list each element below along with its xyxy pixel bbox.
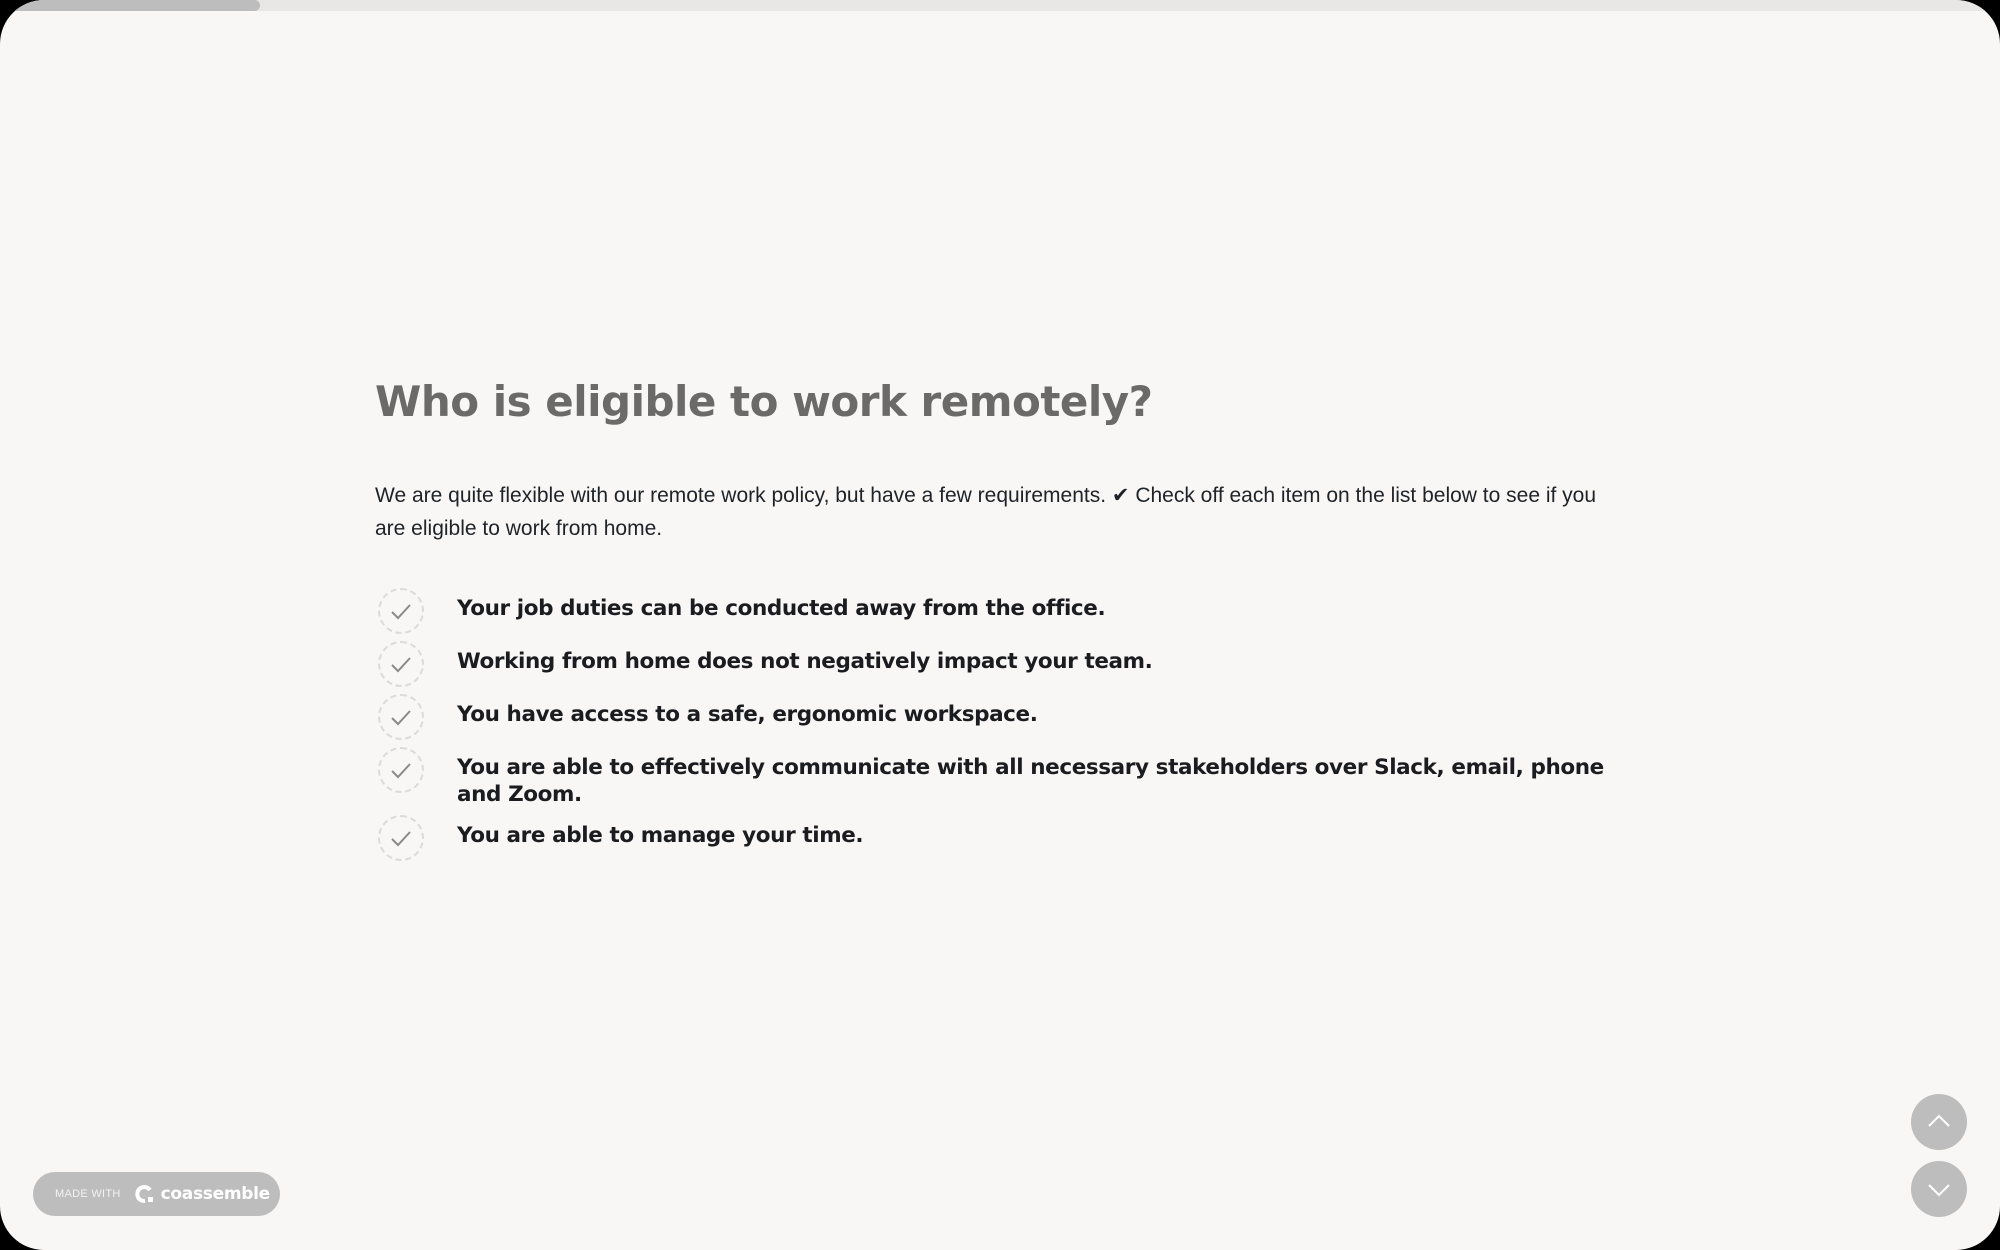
brand-name: coassemble — [160, 1184, 270, 1204]
next-section-button[interactable] — [1911, 1161, 1967, 1217]
checkmark-icon — [389, 705, 413, 729]
chevron-down-icon — [1925, 1175, 1953, 1203]
checklist-item[interactable] — [375, 815, 1605, 861]
checklist-item[interactable] — [375, 641, 1605, 687]
checkbox-circle[interactable] — [378, 815, 424, 861]
intro-text: We are quite flexible with our remote work policy, but have a few requirements. ✔ Check off each item on the list below to see if you are eligible to work from home. — [375, 484, 1597, 540]
checkmark-icon — [389, 758, 413, 782]
chevron-up-icon — [1925, 1108, 1953, 1136]
page-title: Who is eligible to work remotely? — [375, 377, 1153, 426]
made-with-coassemble-badge[interactable] — [33, 1172, 280, 1216]
checklist-item[interactable] — [375, 747, 1605, 808]
checklist-item[interactable] — [375, 694, 1605, 740]
checklist-item[interactable] — [375, 588, 1605, 634]
eligibility-checklist — [375, 588, 1605, 861]
checklist-item-label: You are able to effectively communicate with all necessary stakeholders over Slack, email, phone and Zoom. — [457, 755, 1604, 807]
progress-bar-fill — [0, 0, 260, 11]
progress-bar — [0, 0, 2000, 11]
checklist-item-label: You are able to manage your time. — [457, 823, 864, 848]
checkmark-icon — [389, 599, 413, 623]
checklist-item-label: Working from home does not negatively impact your team. — [457, 649, 1153, 674]
made-with-label: MADE WITH — [55, 1188, 121, 1200]
lesson-content — [375, 370, 1605, 868]
checklist-item-label: Your job duties can be conducted away from the office. — [457, 596, 1106, 621]
previous-section-button[interactable] — [1911, 1094, 1967, 1150]
checkbox-circle[interactable] — [378, 694, 424, 740]
checkmark-icon — [389, 826, 413, 850]
checkmark-icon — [389, 652, 413, 676]
checkbox-circle[interactable] — [378, 588, 424, 634]
checkbox-circle[interactable] — [378, 747, 424, 793]
checkbox-circle[interactable] — [378, 641, 424, 687]
checklist-item-label: You have access to a safe, ergonomic workspace. — [457, 702, 1038, 727]
coassemble-logo-icon — [135, 1184, 155, 1204]
